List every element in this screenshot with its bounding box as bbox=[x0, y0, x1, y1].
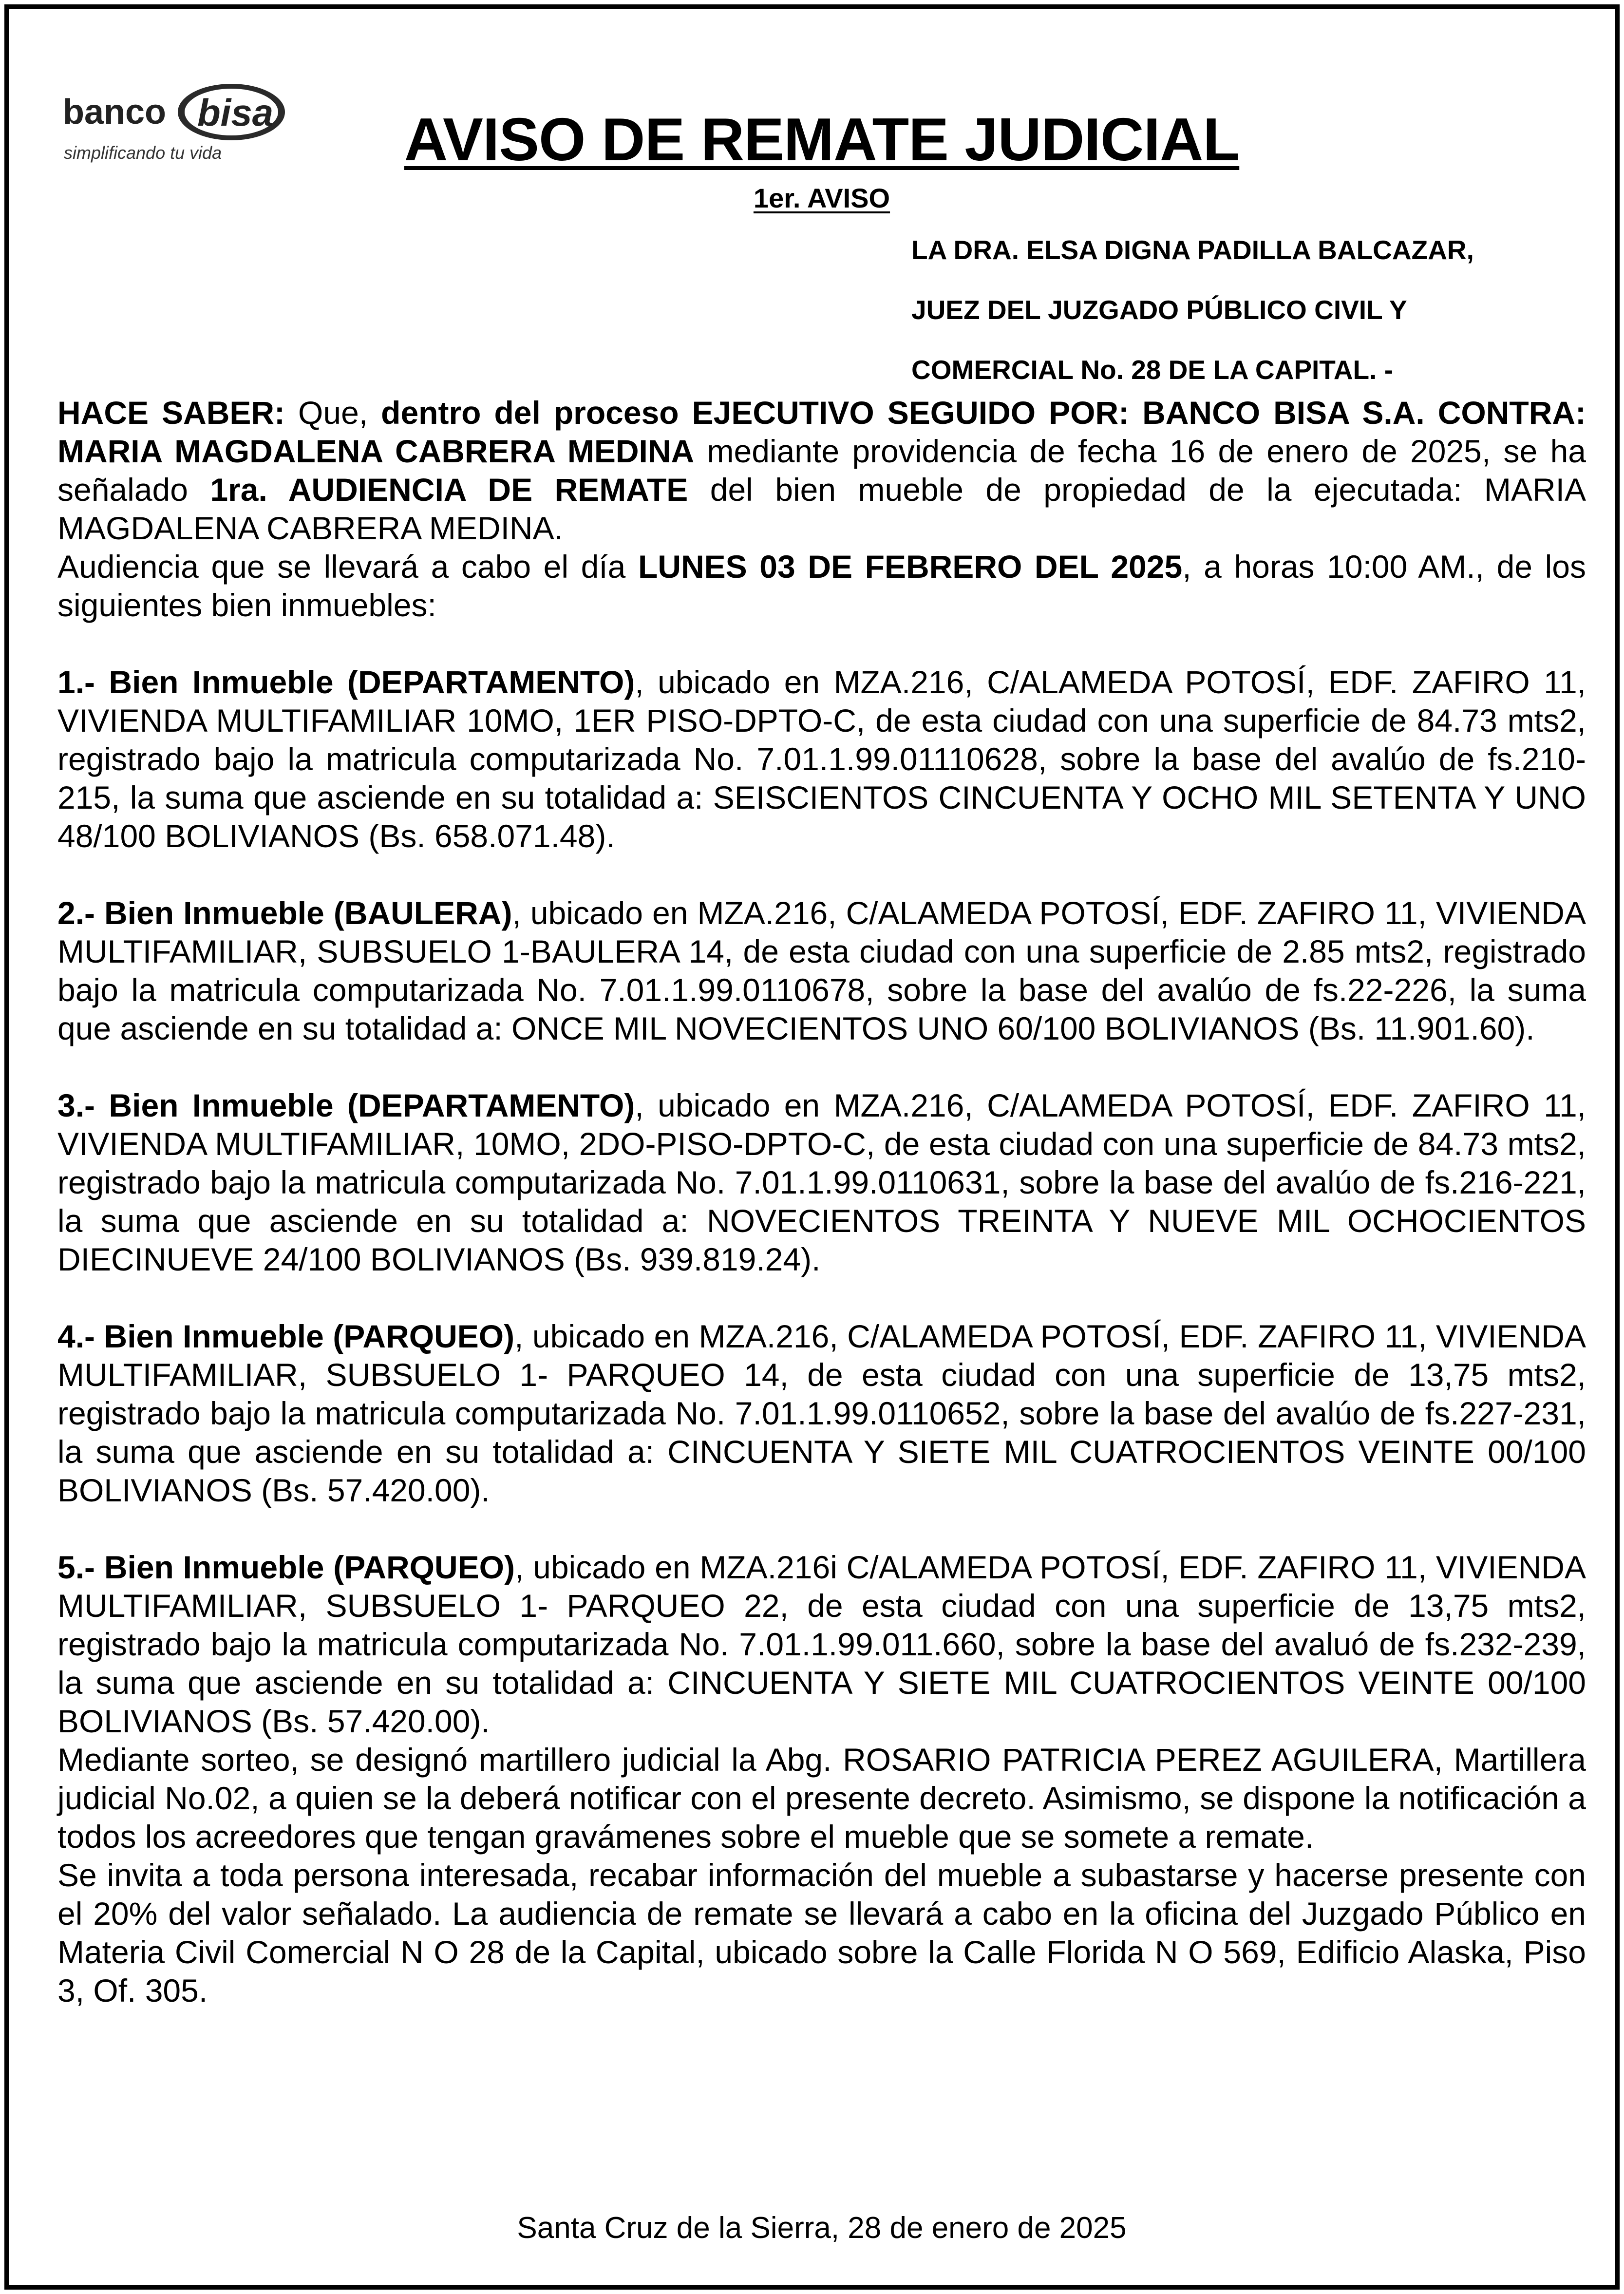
item-paragraph-4 bbox=[57, 1317, 1586, 1510]
judge-line-1: LA DRA. ELSA DIGNA PADILLA BALCAZAR, bbox=[911, 235, 1474, 265]
invitation-paragraph: Se invita a toda persona interesada, recabar información del mueble a subastarse y hacerse presente con el 20% del valor señalado. La audiencia de remate se llevará a cabo en la oficina del Juzgado Público en Materia Civil Comercial N O 28 de la Capital, ubicado sobre la Calle Florida N O 569, Edificio Alaska, Piso 3, Of. 305. bbox=[57, 1857, 1586, 2009]
intro-que: Que, bbox=[285, 395, 381, 431]
martillero-paragraph: Mediante sorteo, se designó martillero judicial la Abg. ROSARIO PATRICIA PEREZ AGUILERA, Martillera judicial No.02, a quien se la deberá notificar con el presente decreto. Asimismo, se dispone la notificación a todos los acreedores que tengan gravámenes sobre el mueble que se somete a remate. bbox=[57, 1742, 1586, 1855]
item-text-1: , ubicado en MZA.216, C/ALAMEDA POTOSÍ, EDF. ZAFIRO 11, VIVIENDA MULTIFAMILIAR 10MO, 1ER PISO-DPTO-C, de esta ciudad con una superficie de 84.73 mts2, registrado bajo la matricula computarizada No. 7.01.1.99.01110628, sobre la base del avalúo de fs.210-215, la suma que asciende en su totalidad a: SEISCIENTOS CINCUENTA Y OCHO MIL SETENTA Y UNO 48/100 BOLIVIANOS (Bs. 658.071.48). bbox=[57, 664, 1586, 854]
page-title: AVISO DE REMATE JUDICIAL bbox=[404, 106, 1240, 173]
item-text-4: , ubicado en MZA.216, C/ALAMEDA POTOSÍ, EDF. ZAFIRO 11, VIVIENDA MULTIFAMILIAR, SUBSUELO 1- PARQUEO 14, de esta ciudad con una superficie de 13,75 mts2, registrado bajo la matricula computarizada No. 7.01.1.99.0110652, sobre la base del avalúo de fs.227-231, la suma que asciende en su totalidad a: CINCUENTA Y SIETE MIL CUATROCIENTOS VEINTE 00/100 BOLIVIANOS (Bs. 57.420.00). bbox=[57, 1318, 1586, 1508]
place-date: Santa Cruz de la Sierra, 28 de enero de 2025 bbox=[517, 2211, 1127, 2245]
logo-tagline: simplificando tu vida bbox=[64, 143, 222, 163]
schedule-paragraph bbox=[57, 548, 1586, 625]
bien-text: del bien mueble de propiedad de la ejecutada: MARIA MAGDALENA CABRERA MEDINA. bbox=[57, 472, 1586, 546]
item-paragraph-2 bbox=[57, 894, 1586, 1048]
item-heading-5: 5.- Bien Inmueble (PARQUEO) bbox=[57, 1549, 515, 1585]
item-heading-4: 4.- Bien Inmueble (PARQUEO) bbox=[57, 1318, 515, 1354]
item-heading-2: 2.- Bien Inmueble (BAULERA) bbox=[57, 895, 512, 931]
schedule-pre: Audiencia que se llevará a cabo el día bbox=[57, 549, 638, 585]
item-paragraph-3 bbox=[57, 1086, 1586, 1279]
notice-number: 1er. AVISO bbox=[753, 183, 890, 213]
notice-frame bbox=[4, 4, 1620, 2290]
hearing-date: LUNES 03 DE FEBRERO DEL 2025 bbox=[638, 549, 1183, 585]
audiencia-label: 1ra. AUDIENCIA DE REMATE bbox=[210, 472, 688, 508]
proceso-text: dentro del proceso EJECUTIVO SEGUIDO POR: BANCO BISA S.A. CONTRA: MARIA MAGDALENA CABRERA MEDINA bbox=[57, 395, 1586, 469]
notice-body bbox=[57, 394, 1586, 2010]
item-text-2: , ubicado en MZA.216, C/ALAMEDA POTOSÍ, EDF. ZAFIRO 11, VIVIENDA MULTIFAMILIAR, SUBSUELO 1-BAULERA 14, de esta ciudad con una superficie de 2.85 mts2, registrado bajo la matricula computarizada No. 7.01.1.99.0110678, sobre la base del avalúo de fs.22-226, la suma que asciende en su totalidad a: ONCE MIL NOVECIENTOS UNO 60/100 BOLIVIANOS (Bs. 11.901.60). bbox=[57, 895, 1586, 1046]
judge-line-2: JUEZ DEL JUZGADO PÚBLICO CIVIL Y bbox=[911, 295, 1407, 325]
schedule-post: , a horas 10:00 AM., de los siguientes bien inmuebles: bbox=[57, 549, 1586, 623]
item-text-3: , ubicado en MZA.216, C/ALAMEDA POTOSÍ, EDF. ZAFIRO 11, VIVIENDA MULTIFAMILIAR, 10MO, 2DO-PISO-DPTO-C, de esta ciudad con una superficie de 84.73 mts2, registrado bajo la matricula computarizada No. 7.01.1.99.0110631, sobre la base del avalúo de fs.216-221, la suma que asciende en su totalidad a: NOVECIENTOS TREINTA Y NUEVE MIL OCHOCIENTOS DIECINUEVE 24/100 BOLIVIANOS (Bs. 939.819.24). bbox=[57, 1087, 1586, 1277]
judge-block bbox=[911, 220, 1586, 400]
hace-saber-label: HACE SABER: bbox=[57, 395, 285, 431]
notice-document bbox=[57, 9, 1586, 2294]
providencia-text: mediante providencia de fecha 16 de enero de 2025, se ha señalado bbox=[57, 433, 1586, 508]
item-text-5: , ubicado en MZA.216i C/ALAMEDA POTOSÍ, EDF. ZAFIRO 11, VIVIENDA MULTIFAMILIAR, SUBSUELO 1- PARQUEO 22, de esta ciudad con una superficie de 13,75 mts2, registrado bajo la matricula computarizada No. 7.01.1.99.011.660, sobre la base del avaluó de fs.232-239, la suma que asciende en su totalidad a: CINCUENTA Y SIETE MIL CUATROCIENTOS VEINTE 00/100 BOLIVIANOS (Bs. 57.420.00). bbox=[57, 1549, 1586, 1739]
logo-brand-mark: bisa bbox=[197, 91, 274, 134]
item-heading-1: 1.- Bien Inmueble (DEPARTAMENTO) bbox=[57, 664, 635, 700]
item-paragraph-1 bbox=[57, 663, 1586, 855]
logo-brand-word: banco bbox=[63, 93, 167, 132]
judge-line-3: COMERCIAL No. 28 DE LA CAPITAL. - bbox=[911, 355, 1394, 385]
intro-paragraph bbox=[57, 394, 1586, 548]
item-paragraph-5 bbox=[57, 1548, 1586, 1741]
item-heading-3: 3.- Bien Inmueble (DEPARTAMENTO) bbox=[57, 1087, 635, 1123]
